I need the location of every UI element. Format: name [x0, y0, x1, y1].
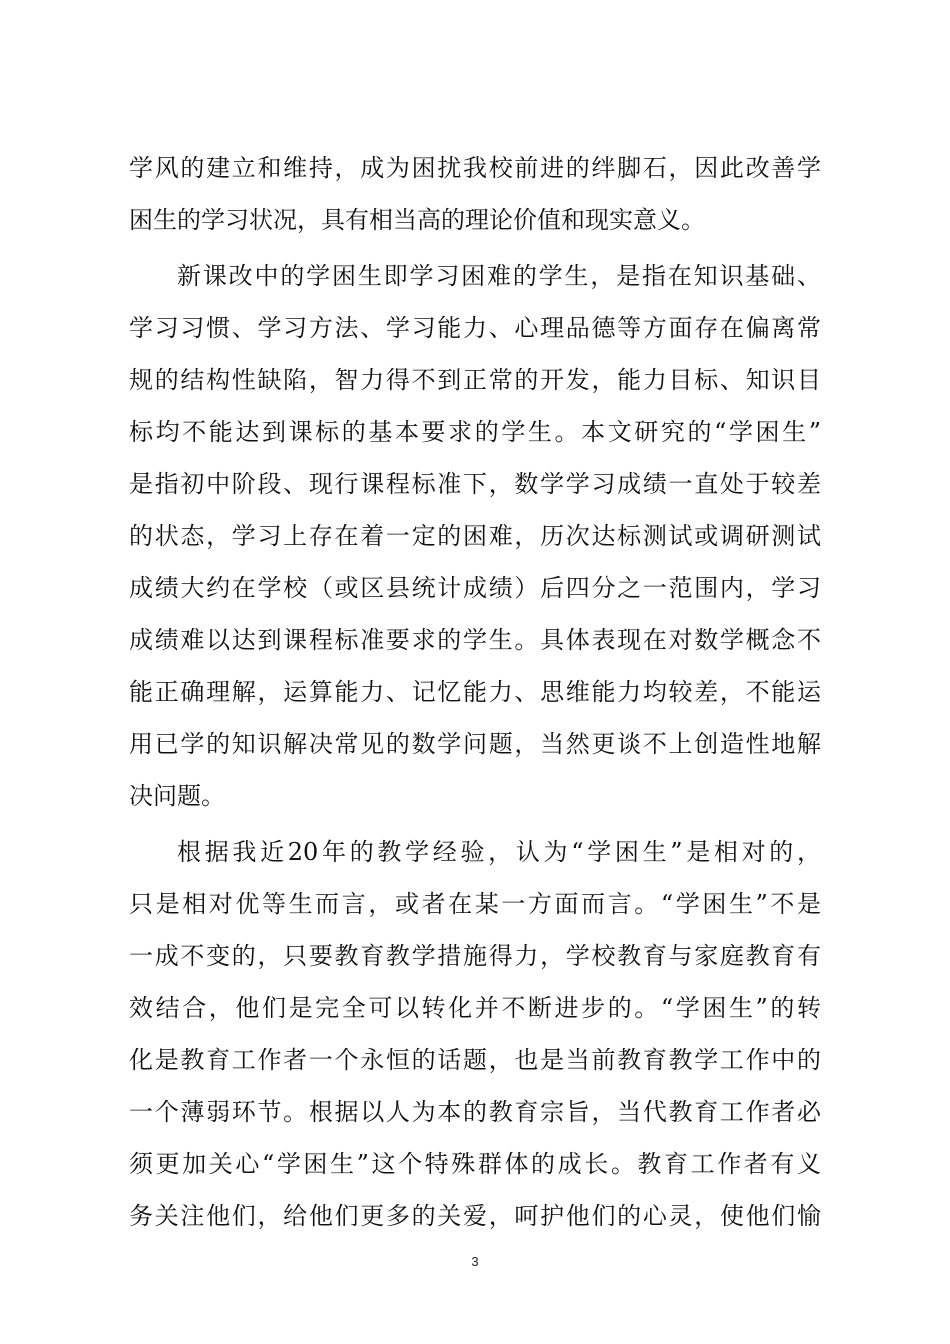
text-line: 成绩难以达到课程标准要求的学生。具体表现在对数学概念不 — [129, 626, 821, 654]
text-line: 是指初中阶段、现行课程标准下，数学学习成绩一直处于较差 — [129, 470, 821, 498]
text-line: 的状态，学习上存在着一定的困难，历次达标测试或调研测试 — [129, 522, 821, 550]
body-text — [129, 142, 821, 1242]
text-line: 决问题。 — [129, 782, 225, 810]
paragraph-2 — [129, 250, 821, 822]
text-line: 一个薄弱环节。根据以人为本的教育宗旨，当代教育工作者必 — [129, 1098, 821, 1126]
text-line: 务关注他们，给他们更多的关爱，呵护他们的心灵，使他们愉 — [129, 1202, 821, 1230]
text-line: 学风的建立和维持，成为困扰我校前进的绊脚石，因此改善学 — [129, 154, 821, 182]
text-line: 根据我近20年的教学经验，认为“学困生”是相对的， — [177, 838, 821, 866]
text-line: 一成不变的，只要教育教学措施得力，学校教育与家庭教育有 — [129, 942, 821, 970]
text-line: 只是相对优等生而言，或者在某一方面而言。“学困生”不是 — [129, 890, 821, 918]
paragraph-3 — [129, 826, 821, 1242]
text-line: 规的结构性缺陷，智力得不到正常的开发，能力目标、知识目 — [129, 366, 821, 394]
paragraph-1 — [129, 142, 821, 246]
text-line: 须更加关心“学困生”这个特殊群体的成长。教育工作者有义 — [129, 1150, 821, 1178]
text-line: 困生的学习状况，具有相当高的理论价值和现实意义。 — [129, 206, 705, 234]
text-line: 效结合，他们是完全可以转化并不断进步的。“学困生”的转 — [129, 994, 821, 1022]
text-line: 学习习惯、学习方法、学习能力、心理品德等方面存在偏离常 — [129, 314, 821, 342]
text-line: 能正确理解，运算能力、记忆能力、思维能力均较差，不能运 — [129, 678, 821, 706]
page-number: 3 — [471, 1254, 479, 1269]
text-line: 化是教育工作者一个永恒的话题，也是当前教育教学工作中的 — [129, 1046, 821, 1074]
text-line: 标均不能达到课标的基本要求的学生。本文研究的“学困生” — [129, 418, 821, 446]
text-line: 成绩大约在学校（或区县统计成绩）后四分之一范围内，学习 — [129, 574, 821, 602]
text-line: 用已学的知识解决常见的数学问题，当然更谈不上创造性地解 — [129, 730, 821, 758]
text-line: 新课改中的学困生即学习困难的学生，是指在知识基础、 — [177, 262, 821, 290]
